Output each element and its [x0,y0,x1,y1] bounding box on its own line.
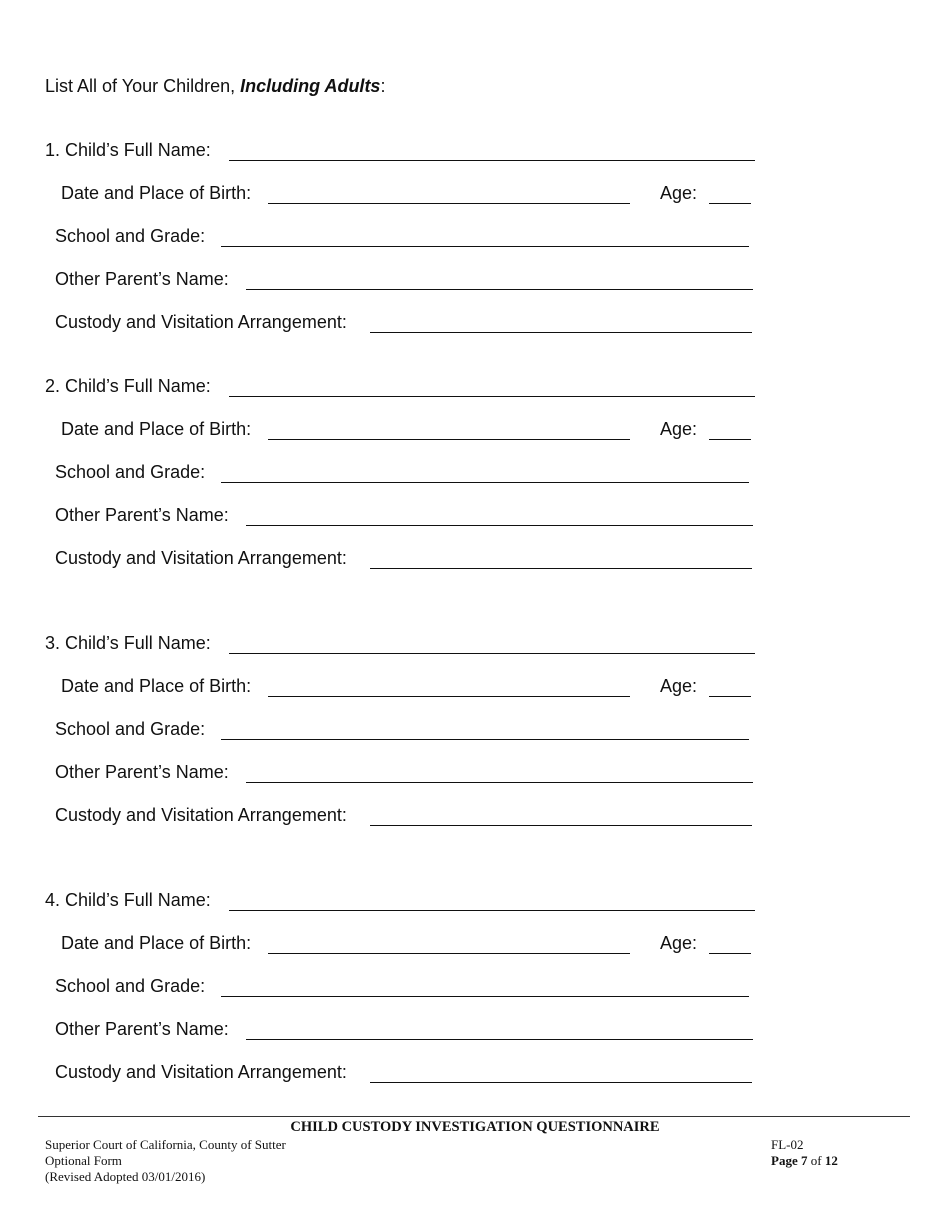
section-heading [45,76,385,97]
form-type: Optional Form [45,1153,122,1168]
school-and-grade-field[interactable] [221,739,749,740]
other-parent-name-label: Other Parent’s Name: [55,269,229,289]
page-total: 12 [824,1153,838,1168]
age-field[interactable] [709,439,751,440]
other-parent-name-field[interactable] [246,289,753,290]
date-place-of-birth-label: Date and Place of Birth: [61,933,252,953]
court-name: Superior Court of California, County of Sutter [45,1137,286,1152]
date-place-of-birth-label: Date and Place of Birth: [61,419,252,439]
age-label: Age: [660,183,698,203]
custody-arrangement-field[interactable] [370,332,752,333]
date-place-of-birth-field[interactable] [268,439,630,440]
age-label: Age: [660,419,698,439]
child-full-name-field[interactable] [229,653,755,654]
page-current: 7 [800,1153,808,1168]
date-place-of-birth-label: Date and Place of Birth: [61,183,252,203]
page-number [771,1153,838,1169]
page-label: Page [771,1153,798,1168]
custody-arrangement-label: Custody and Visitation Arrangement: [55,312,347,332]
heading-suffix: : [380,76,386,96]
school-and-grade-field[interactable] [221,246,749,247]
child-full-name-label: 3. Child’s Full Name: [45,633,211,653]
school-and-grade-field[interactable] [221,996,749,997]
page-of: of [810,1153,822,1168]
child-full-name-label: 4. Child’s Full Name: [45,890,211,910]
custody-arrangement-label: Custody and Visitation Arrangement: [55,805,347,825]
school-and-grade-field[interactable] [221,482,749,483]
school-and-grade-label: School and Grade: [55,976,206,996]
age-field[interactable] [709,203,751,204]
age-field[interactable] [709,953,751,954]
age-label: Age: [660,676,698,696]
date-place-of-birth-field[interactable] [268,953,630,954]
date-place-of-birth-label: Date and Place of Birth: [61,676,252,696]
child-full-name-label: 1. Child’s Full Name: [45,140,211,160]
other-parent-name-field[interactable] [246,1039,753,1040]
custody-arrangement-field[interactable] [370,825,752,826]
form-title: CHILD CUSTODY INVESTIGATION QUESTIONNAIRE [290,1119,660,1135]
revised-date: (Revised Adopted 03/01/2016) [45,1169,206,1184]
date-place-of-birth-field[interactable] [268,203,630,204]
school-and-grade-label: School and Grade: [55,719,206,739]
child-full-name-field[interactable] [229,396,755,397]
custody-arrangement-field[interactable] [370,568,752,569]
other-parent-name-label: Other Parent’s Name: [55,762,229,782]
other-parent-name-field[interactable] [246,525,753,526]
age-field[interactable] [709,696,751,697]
heading-emphasis: Including Adults [240,76,381,96]
custody-arrangement-field[interactable] [370,1082,752,1083]
form-id: FL-02 [771,1137,804,1152]
other-parent-name-field[interactable] [246,782,753,783]
child-full-name-field[interactable] [229,910,755,911]
other-parent-name-label: Other Parent’s Name: [55,1019,229,1039]
child-full-name-label: 2. Child’s Full Name: [45,376,211,396]
child-full-name-field[interactable] [229,160,755,161]
other-parent-name-label: Other Parent’s Name: [55,505,229,525]
custody-arrangement-label: Custody and Visitation Arrangement: [55,1062,347,1082]
date-place-of-birth-field[interactable] [268,696,630,697]
heading-text: List All of Your Children, [45,76,241,96]
age-label: Age: [660,933,698,953]
footer-divider [38,1116,910,1117]
school-and-grade-label: School and Grade: [55,226,206,246]
custody-arrangement-label: Custody and Visitation Arrangement: [55,548,347,568]
school-and-grade-label: School and Grade: [55,462,206,482]
